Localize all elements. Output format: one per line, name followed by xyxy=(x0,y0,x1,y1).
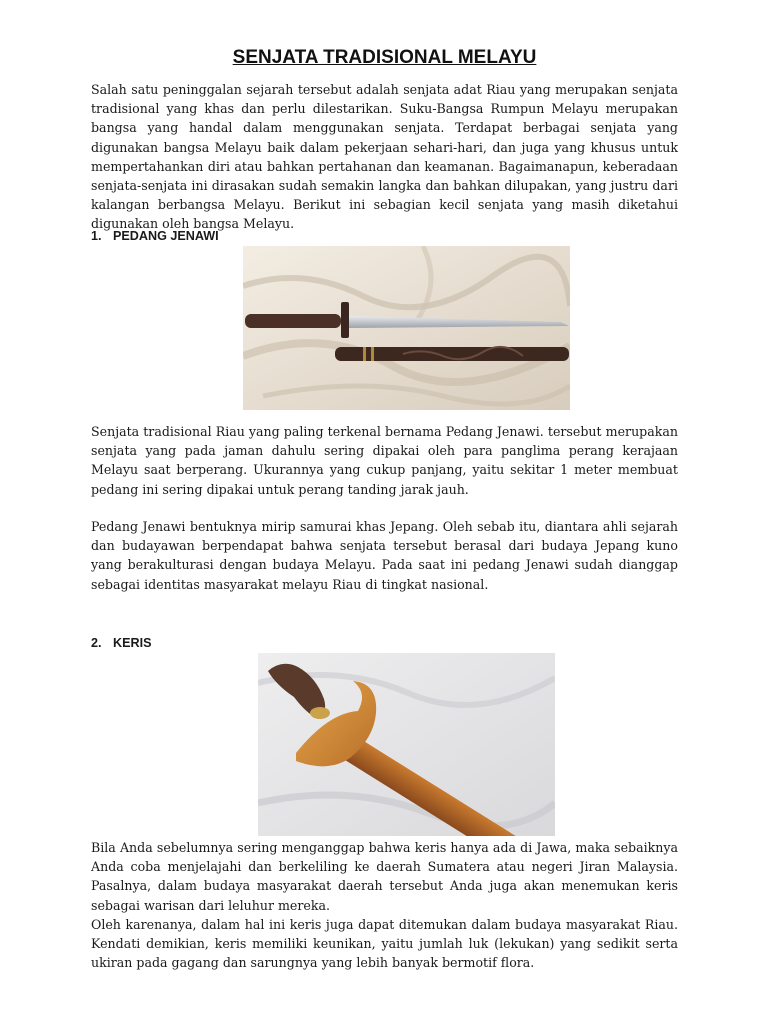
section-title: KERIS xyxy=(113,636,152,650)
keris-paragraph-1: Bila Anda sebelumnya sering menganggap bahwa keris hanya ada di Jawa, maka sebaiknya Anda coba menjelajahi dan berkeliling ke daerah Sumatera atau negeri Jiran Malaysia. Pasalnya, dalam budaya masyarakat daerah tersebut Anda juga akan menemukan keris sebagai warisan dari leluhur mereka. xyxy=(91,840,678,913)
section-number: 2. xyxy=(91,636,102,650)
section-number: 1. xyxy=(91,229,102,243)
document-title: SENJATA TRADISIONAL MELAYU xyxy=(232,47,537,68)
intro-paragraph: Salah satu peninggalan sejarah tersebut adalah senjata adat Riau yang merupakan senjata tradisional yang khas dan perlu dilestarikan. Suku-Bangsa Rumpun Melayu merupakan bangsa yang handal dalam menggunakan senjata. Terdapat berbagai senjata yang digunakan bangsa Melayu baik dalam pekerjaan sehari-hari, dan juga yang khusus untuk mempertahankan diri atau bahkan pertahanan dan keamanan. Bagaimanapun, keberadaan senjata-senjata ini dirasakan sudah semakin langka dan bahkan dilupakan, yang justru dari kalangan berbangsa Melayu. Berikut ini sebagian kecil senjata yang masih diketahui digunakan oleh bangsa Melayu. xyxy=(91,82,678,232)
section-heading-pedang-jenawi xyxy=(91,229,219,243)
pedang-jenawi-photo xyxy=(243,246,570,410)
sword-guard xyxy=(341,302,349,338)
pedang-jenawi-image xyxy=(243,246,570,410)
keris-image xyxy=(258,653,555,836)
sword-hilt xyxy=(245,314,341,328)
keris-photo xyxy=(258,653,555,836)
pedang-jenawi-paragraph-2: Pedang Jenawi bentuknya mirip samurai khas Jepang. Oleh sebab itu, diantara ahli sejarah dan budayawan berpendapat bahwa senjata tersebut berasal dari budaya Jepang kuno yang berakulturasi dengan budaya Melayu. Pada saat ini pedang Jenawi sudah dianggap sebagai identitas masyarakat melayu Riau di tingkat nasional. xyxy=(91,519,678,592)
section-heading-keris xyxy=(91,636,152,650)
keris-paragraph-2: Oleh karenanya, dalam hal ini keris juga dapat ditemukan dalam budaya masyarakat Riau. Kendati demikian, keris memiliki keunikan, yaitu jumlah luk (lekukan) yang sedikit serta ukiran pada gagang dan sarungnya yang lebih banyak bermotif flora. xyxy=(91,917,678,971)
pedang-jenawi-paragraph-1: Senjata tradisional Riau yang paling terkenal bernama Pedang Jenawi. tersebut merupakan senjata yang pada jaman dahulu sering dipakai oleh para panglima perang kerajaan Melayu saat berperang. Ukurannya yang cukup panjang, yaitu sekitar 1 meter membuat pedang ini sering dipakai untuk perang tanding jarak jauh. xyxy=(91,424,678,497)
section-title: PEDANG JENAWI xyxy=(113,229,219,243)
